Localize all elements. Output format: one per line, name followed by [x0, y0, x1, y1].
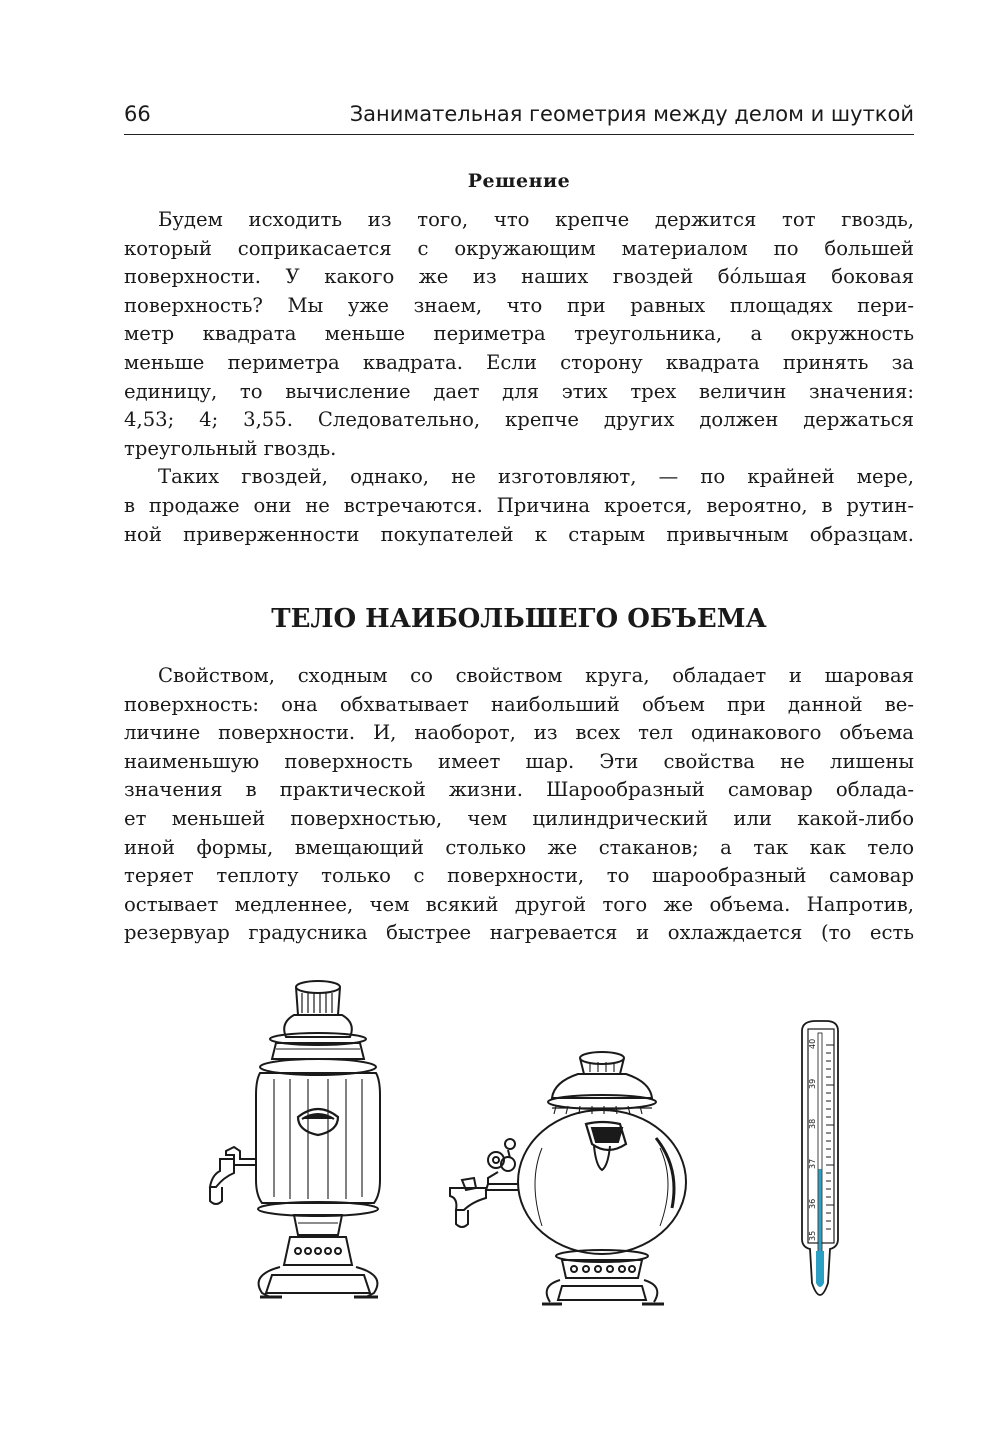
text-line: наименьшую поверхность имеет шар. Эти свойства не лишены	[124, 749, 914, 773]
spherical-samovar-illustration	[432, 1048, 702, 1310]
text-line: поверхность: она обхватывает наибольший объем при данной ве-	[124, 692, 914, 716]
scale-label: 37	[808, 1158, 817, 1169]
running-title: Занимательная геометрия между делом и шуткой	[349, 102, 914, 126]
mercury-column	[819, 1169, 822, 1253]
text-line: поверхности. У какого же из наших гвоздей бóльшая боковая	[124, 265, 914, 289]
text-line: треугольный гвоздь.	[124, 436, 337, 460]
scale-label: 38	[808, 1118, 817, 1129]
mercury-bulb	[816, 1251, 824, 1287]
text-line: Таких гвоздей, однако, не изготовляют, — по крайней мере,	[158, 465, 914, 489]
section-title: ТЕЛО НАИБОЛЬШЕГО ОБЪЕМА	[271, 604, 767, 634]
text-line: метр квадрата меньше периметра треугольника, а окружность	[124, 322, 914, 346]
scale-label: 36	[808, 1198, 817, 1209]
scale-label: 39	[808, 1078, 817, 1089]
text-line: Будем исходить из того, что крепче держится тот гвоздь,	[158, 208, 914, 231]
text-line: меньше периметра квадрата. Если сторону квадрата принять за	[124, 350, 914, 374]
page-header	[124, 100, 914, 135]
text-line: остывает медленнее, чем всякий другой того же объема. Напротив,	[124, 892, 914, 916]
text-line: который соприкасается с окружающим материалом по большей	[124, 236, 914, 260]
text-line: значения в практической жизни. Шарообразный самовар облада-	[124, 778, 914, 802]
section-body	[124, 662, 914, 948]
text-line: теряет теплоту только с поверхности, то шарообразный самовар	[124, 864, 914, 888]
text-line: ет меньшей поверхностью, чем цилиндрический или какой-либо	[124, 806, 914, 830]
scale-label: 35	[808, 1230, 817, 1241]
text-line: Свойством, сходным со свойством круга, обладает и шаровая	[158, 664, 914, 687]
text-line: резервуар градусника быстрее нагревается и охлаждается (то есть	[124, 921, 914, 945]
cylindrical-samovar-illustration	[190, 975, 400, 1315]
text-line: личине поверхности. И, наоборот, из всех тел одинакового объема	[124, 721, 914, 745]
text-line: ной приверженности покупателей к старым привычным образцам.	[124, 522, 914, 546]
text-line: 4,53; 4; 3,55. Следовательно, крепче других должен держаться	[124, 408, 914, 432]
scale-label: 40	[808, 1038, 817, 1049]
text-line: в продаже они не встречаются. Причина кроется, вероятно, в рутин-	[124, 493, 914, 517]
solution-heading: Решение	[467, 170, 571, 192]
text-line: иной формы, вмещающий столько же стаканов; а так как тело	[124, 835, 914, 859]
thermometer-illustration	[790, 1015, 854, 1300]
solution-body	[124, 206, 914, 549]
page-number: 66	[124, 102, 151, 126]
text-line: поверхность? Мы уже знаем, что при равных площадях пери-	[124, 293, 914, 317]
text-line: единицу, то вычисление дает для этих трех величин значения:	[124, 379, 914, 403]
